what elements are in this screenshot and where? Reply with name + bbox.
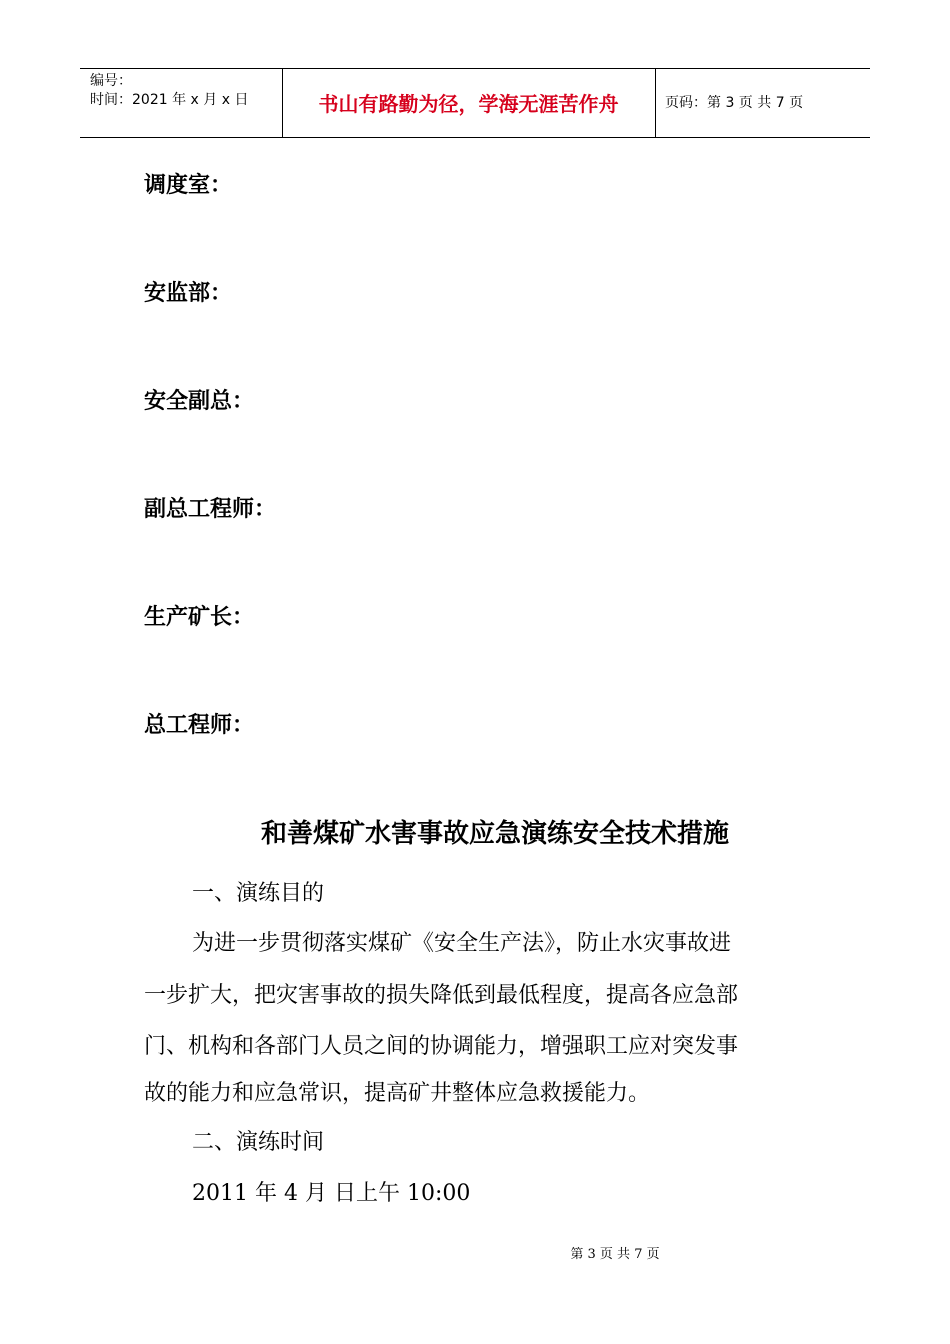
paragraph-line: 门、机构和各部门人员之间的协调能力，增强职工应对突发事	[144, 1034, 739, 1059]
page-header	[80, 68, 870, 138]
header-page-info: 页码：第 3 页 共 7 页	[665, 95, 804, 111]
signature-line-deputy-chief-engineer: 副总工程师：	[144, 497, 277, 522]
document-number-label: 编号：	[90, 73, 132, 89]
section-heading-purpose: 一、演练目的	[192, 881, 325, 906]
paragraph-line: 一步扩大，把灾害事故的损失降低到最低程度，提高各应急部	[144, 983, 739, 1008]
header-left-cell	[80, 69, 283, 137]
paragraph-line: 故的能力和应急常识，提高矿井整体应急救援能力。	[144, 1081, 651, 1106]
paragraph-line: 为进一步贯彻落实煤矿《安全生产法》，防止水灾事故进	[192, 931, 732, 956]
header-right-cell	[655, 69, 870, 137]
signature-line-production-mine-director: 生产矿长：	[144, 605, 255, 630]
section-heading-time: 二、演练时间	[192, 1130, 325, 1155]
page-footer: 第 3 页 共 7 页	[570, 1247, 660, 1262]
signature-line-safety-deputy: 安全副总：	[144, 389, 255, 414]
document-title: 和善煤矿水害事故应急演练安全技术措施	[260, 819, 729, 849]
document-time-label: 时间：2021 年 x 月 x 日	[90, 92, 249, 108]
drill-time-line: 2011 年 4 月 日上午 10:00	[192, 1181, 471, 1206]
signature-line-dispatch: 调度室：	[144, 173, 233, 198]
header-motto: 书山有路勤为径，学海无涯苦作舟	[318, 92, 619, 116]
signature-line-safety-dept: 安监部：	[144, 281, 233, 306]
signature-line-chief-engineer: 总工程师：	[144, 713, 255, 738]
header-middle-cell	[282, 69, 656, 137]
